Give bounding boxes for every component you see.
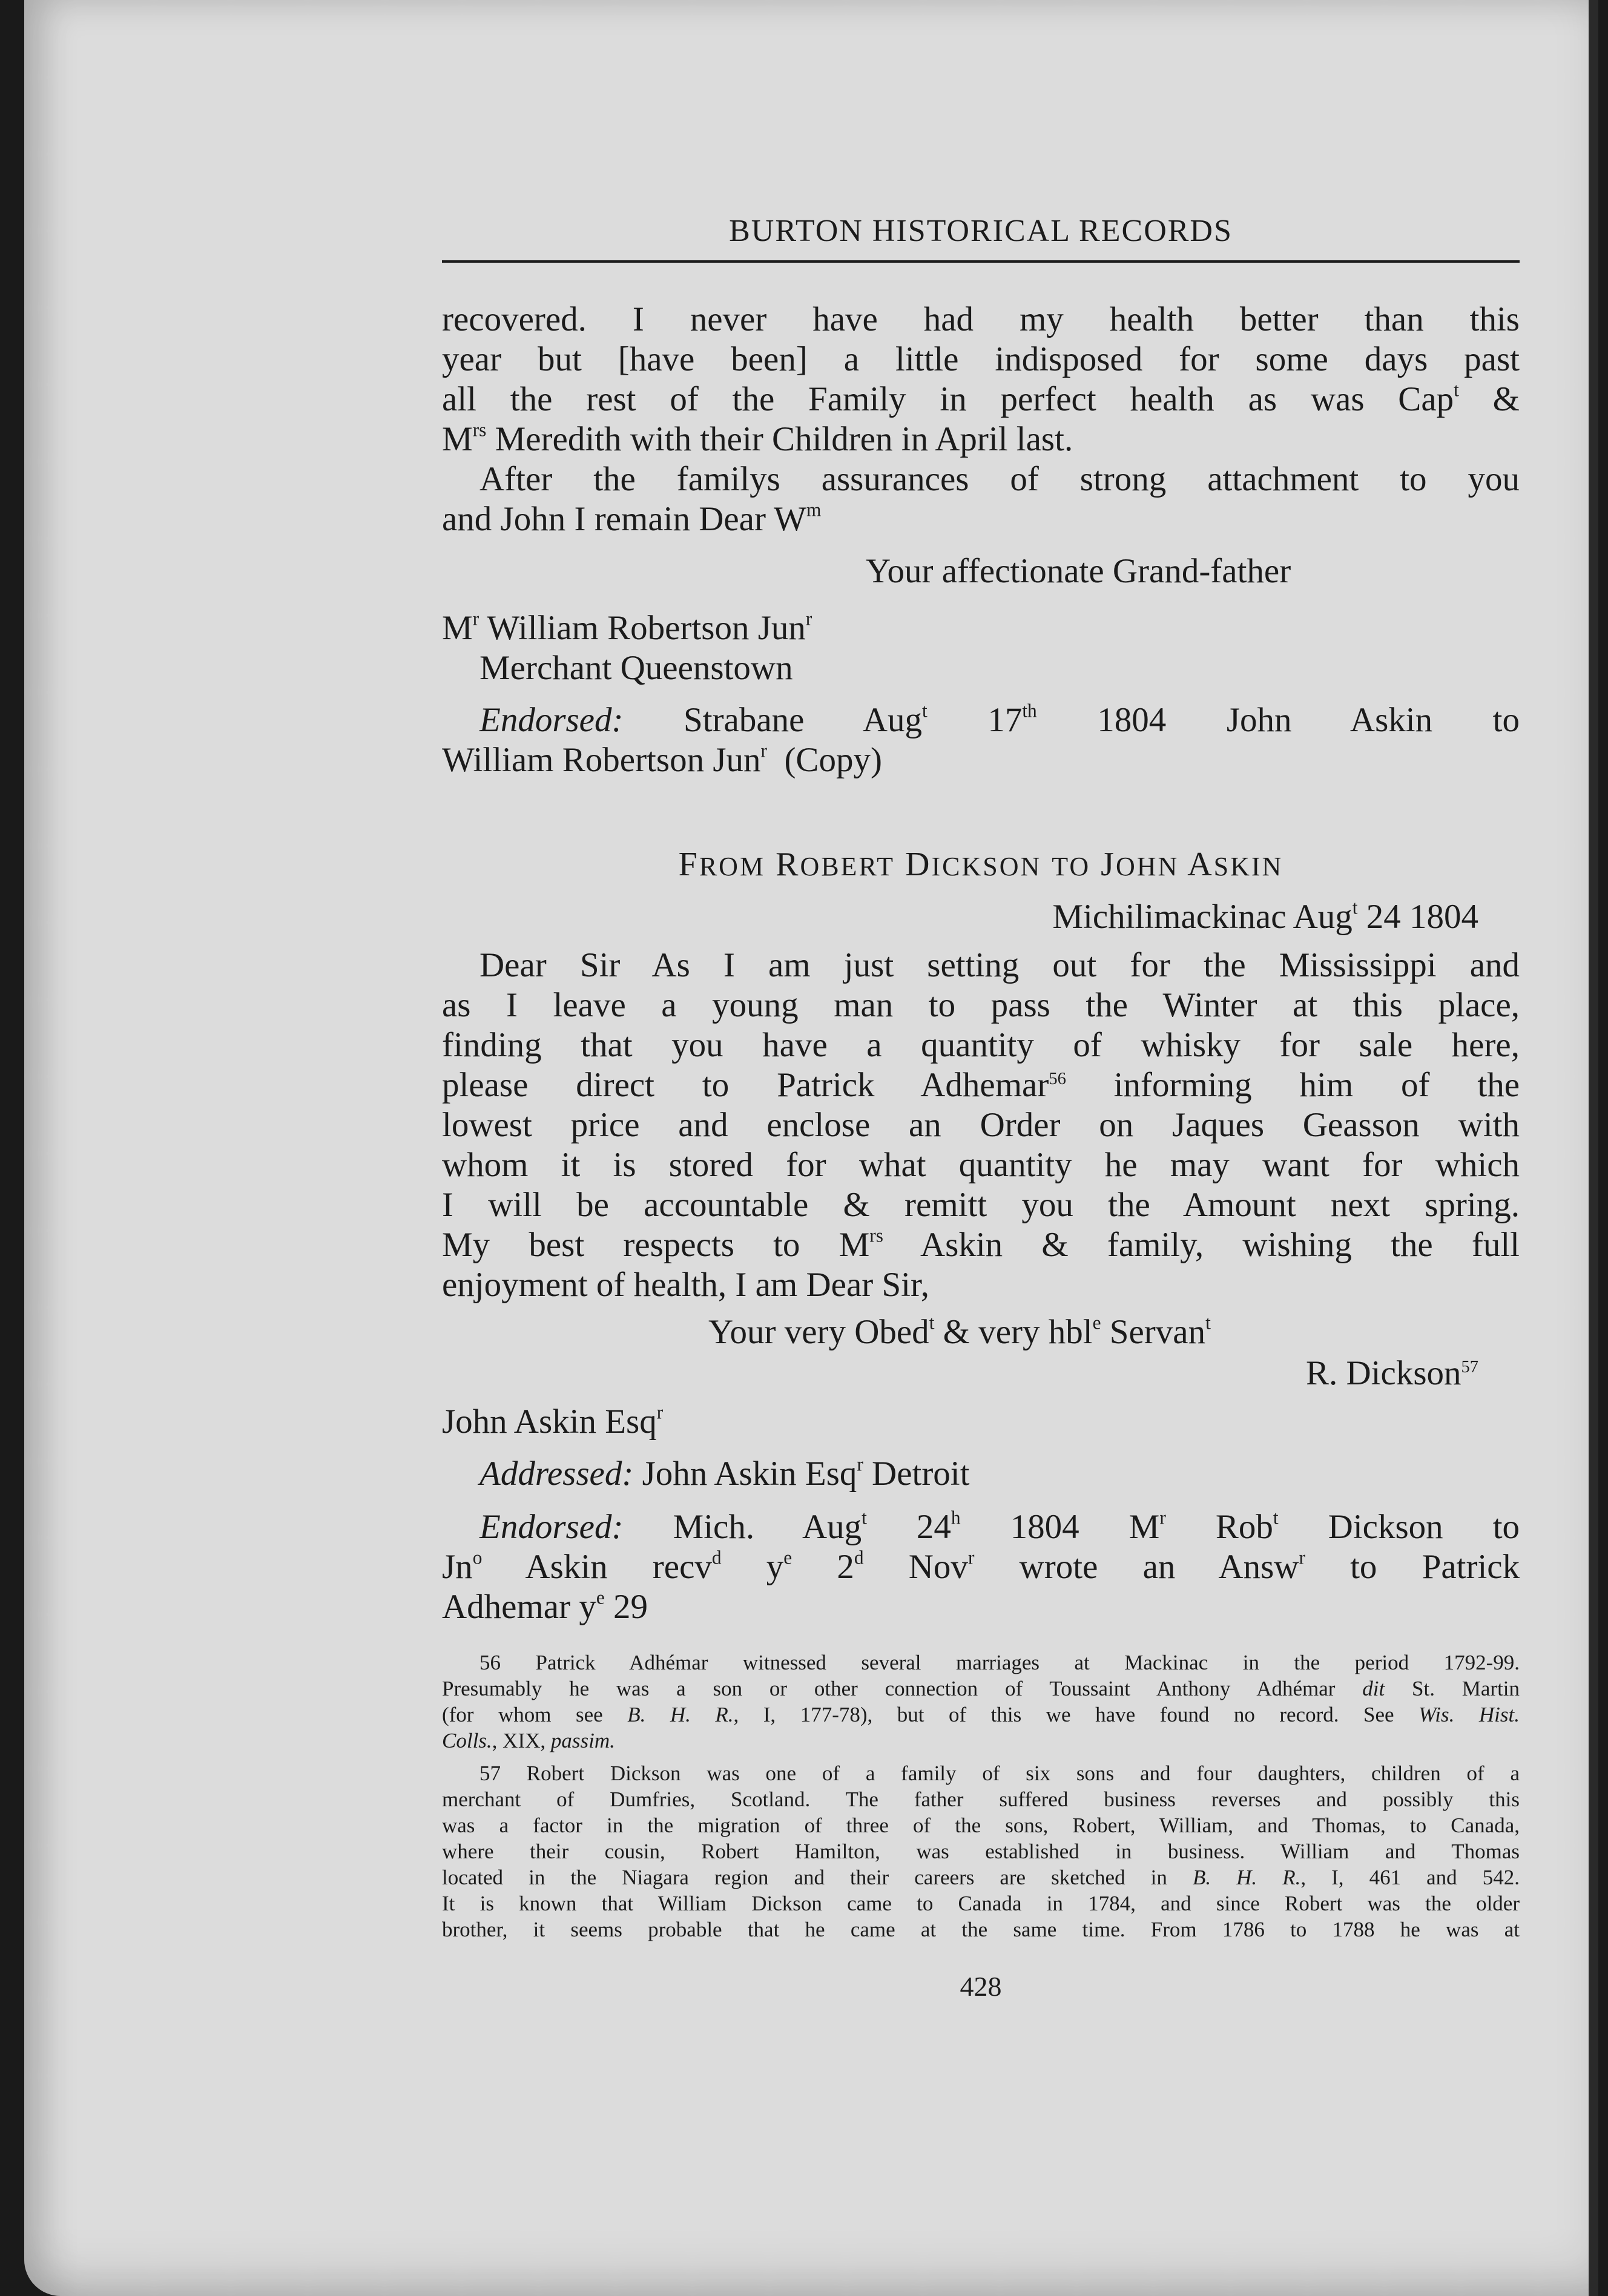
superscript: t: [929, 1312, 935, 1334]
superscript: e: [596, 1587, 605, 1608]
text-span: , I, 177-78), but of this we have found no record. See: [733, 1703, 1394, 1726]
text-span: OBERT: [800, 852, 895, 881]
addressee-line: [442, 1402, 1520, 1442]
superscript: rs: [869, 1225, 883, 1246]
superscript: d: [854, 1547, 864, 1568]
text-span: Rob: [1215, 1508, 1273, 1546]
text-span: Askin recv: [525, 1548, 712, 1586]
text-span: SKIN: [1213, 852, 1283, 881]
text-span: Dickson to: [1328, 1508, 1520, 1546]
text-span: M: [442, 609, 473, 647]
text-span: , XIX,: [492, 1729, 546, 1752]
footnote-57-line: brother, it seems probable that he came at the same time. From 1786 to 1788 he was at: [442, 1918, 1520, 1941]
text-span: Your very Obed: [708, 1313, 929, 1351]
footnote-57-line: merchant of Dumfries, Scotland. The father suffered business reverses and possibly this: [442, 1788, 1520, 1811]
footnote-56-line: [442, 1676, 1520, 1702]
text-line: [442, 1065, 1520, 1105]
text-span: 29: [613, 1588, 648, 1626]
text-span: Wis. Hist.: [1419, 1703, 1520, 1726]
superscript: r: [857, 1453, 863, 1475]
superscript: r: [1159, 1507, 1166, 1528]
text-span: 24 1804: [1366, 898, 1478, 936]
superscript: r: [760, 740, 767, 761]
superscript: t: [922, 700, 928, 722]
superscript: o: [472, 1547, 483, 1568]
footnote-57-line: where their cousin, Robert Hamilton, was established in business. William and Thomas: [442, 1840, 1520, 1863]
text-span: wrote an Answ: [1019, 1548, 1299, 1586]
text-line: [442, 419, 1520, 459]
endorsed-line-2: [442, 740, 1520, 780]
text-span: , I, 461 and 542.: [1300, 1866, 1520, 1889]
text-span: Mich. Aug: [673, 1508, 862, 1546]
text-span: B. H. R.: [627, 1703, 734, 1726]
text-span: Adhemar y: [442, 1588, 596, 1626]
superscript: r: [656, 1401, 664, 1423]
footnote-57-line: 57 Robert Dickson was one of a family of six sons and four daughters, children of a: [479, 1761, 1520, 1785]
superscript: t: [1352, 896, 1358, 918]
text-span: R: [776, 846, 800, 883]
endorsed-label: Endorsed:: [479, 1508, 624, 1546]
text-line: recovered. I never have had my health better than this: [442, 300, 1520, 338]
text-span: TO: [1052, 852, 1091, 881]
text-span: please direct to Patrick Adhemar: [442, 1066, 1049, 1104]
text-span: Nov: [908, 1548, 968, 1586]
text-line: whom it is stored for what quantity he may want for which: [442, 1146, 1520, 1184]
superscript: m: [806, 499, 822, 521]
text-line: year but [have been] a little indisposed for some days past: [442, 340, 1520, 378]
addressed-line: [479, 1454, 1520, 1494]
endorsed-line: [479, 1507, 1520, 1547]
text-span: dit: [1362, 1677, 1385, 1700]
text-span: 2: [837, 1548, 854, 1586]
superscript: r: [472, 608, 479, 630]
endorsed-label: Endorsed:: [479, 701, 624, 739]
header-rule: [442, 260, 1520, 263]
text-span: John Askin Esq: [442, 1403, 657, 1441]
text-span: and John I remain Dear W: [442, 500, 806, 538]
superscript: t: [1205, 1312, 1211, 1334]
text-span: Jn: [442, 1548, 473, 1586]
text-line: I will be accountable & remitt you the Amount next spring.: [442, 1186, 1520, 1224]
text-line: as I leave a young man to pass the Winter at this place,: [442, 986, 1520, 1024]
superscript: th: [1022, 700, 1037, 722]
text-span: ROM: [699, 852, 766, 881]
superscript: r: [967, 1547, 975, 1568]
endorsed-line-2: [442, 1547, 1520, 1587]
addressed-label: Addressed:: [479, 1455, 634, 1493]
text-span: 24: [916, 1508, 951, 1546]
addressee-line-2: Merchant Queenstown: [479, 649, 793, 687]
text-span: R. Dickson: [1306, 1354, 1461, 1392]
text-span: Strabane Aug: [684, 701, 923, 739]
signature: [442, 1354, 1478, 1393]
footnote-56-line: 56 Patrick Adhémar witnessed several marriages at Mackinac in the period 1792-99.: [479, 1651, 1520, 1674]
superscript: e: [783, 1547, 792, 1568]
text-span: J: [1101, 846, 1116, 883]
footnote-57-line: [442, 1864, 1520, 1890]
text-span: Detroit: [872, 1455, 970, 1493]
text-span: (Copy): [784, 741, 882, 779]
superscript: rs: [472, 419, 487, 441]
footnote-56-line: [442, 1728, 1520, 1754]
text-span: St. Martin: [1412, 1677, 1520, 1700]
page-number: 428: [960, 1971, 1002, 2002]
text-span: D: [905, 846, 932, 883]
text-line: enjoyment of health, I am Dear Sir,: [442, 1266, 929, 1304]
closing-line: [708, 1312, 1520, 1352]
superscript: t: [862, 1507, 867, 1528]
text-span: all the rest of the Family in perfect health as was Cap: [442, 380, 1454, 418]
footnote-ref[interactable]: 56: [1049, 1070, 1066, 1089]
text-span: (for whom see: [442, 1703, 603, 1726]
footnote-56-line: [442, 1702, 1520, 1728]
text-span: ICKSON: [931, 852, 1042, 881]
text-span: Presumably he was a son or other connection of Toussaint Anthony Adhémar: [442, 1677, 1336, 1700]
dateline: [442, 897, 1478, 937]
superscript: t: [1273, 1507, 1279, 1528]
addressee-line: [442, 608, 1520, 648]
superscript: d: [711, 1547, 722, 1568]
text-line: After the familys assurances of strong attachment to you: [479, 460, 1520, 498]
letter-title: [442, 844, 1520, 887]
text-span: & very hbl: [943, 1313, 1093, 1351]
text-span: B. H. R.: [1192, 1866, 1301, 1889]
text-span: A: [1187, 846, 1214, 883]
running-header: BURTON HISTORICAL RECORDS: [729, 214, 1233, 248]
text-span: passim.: [550, 1729, 615, 1752]
superscript: e: [1092, 1312, 1101, 1334]
text-span: Askin & family, wishing the full: [920, 1226, 1520, 1264]
text-span: 1804 M: [1010, 1508, 1160, 1546]
text-span: Servan: [1109, 1313, 1206, 1351]
text-line: [442, 380, 1520, 419]
text-span: y: [766, 1548, 784, 1586]
footnote-57-line: It is known that William Dickson came to Canada in 1784, and since Robert was the older: [442, 1892, 1520, 1915]
text-span: William Robertson Jun: [487, 609, 806, 647]
footnote-ref[interactable]: 57: [1461, 1358, 1478, 1377]
closing-line: Your affectionate Grand-father: [866, 552, 1291, 590]
text-line: [442, 1225, 1520, 1265]
text-span: My best respects to M: [442, 1226, 870, 1264]
text-span: F: [678, 846, 699, 883]
text-span: William Robertson Jun: [442, 741, 761, 779]
text-span: informing him of the: [1113, 1066, 1520, 1104]
text-span: Colls.: [442, 1729, 492, 1752]
superscript: r: [805, 608, 812, 630]
text-span: M: [442, 420, 473, 458]
text-span: Michilimackinac Aug: [1052, 898, 1353, 936]
text-span: 1804 John Askin to: [1097, 701, 1520, 739]
text-line: [442, 499, 1520, 539]
footnote-57-line: was a factor in the migration of three of the sons, Robert, William, and Thomas, to Canada,: [442, 1814, 1520, 1837]
superscript: t: [1454, 379, 1459, 401]
endorsed-line-3: [442, 1587, 1520, 1627]
page-edge: [1589, 0, 1598, 2296]
text-span: John Askin Esq: [642, 1455, 857, 1493]
text-line: Dear Sir As I am just setting out for the Mississippi and: [479, 946, 1520, 984]
text-span: located in the Niagara region and their careers are sketched in: [442, 1866, 1167, 1889]
endorsed-line: [479, 700, 1520, 740]
text-span: OHN: [1115, 852, 1179, 881]
page: [24, 0, 1598, 2296]
text-span: to Patrick: [1350, 1548, 1520, 1586]
superscript: r: [1299, 1547, 1305, 1568]
superscript: h: [951, 1507, 961, 1528]
text-span: 17: [987, 701, 1023, 739]
text-line: finding that you have a quantity of whisky for sale here,: [442, 1026, 1520, 1064]
text-span: Meredith with their Children in April last.: [495, 420, 1073, 458]
text-line: lowest price and enclose an Order on Jaques Geasson with: [442, 1106, 1520, 1144]
text-span: &: [1492, 380, 1520, 418]
